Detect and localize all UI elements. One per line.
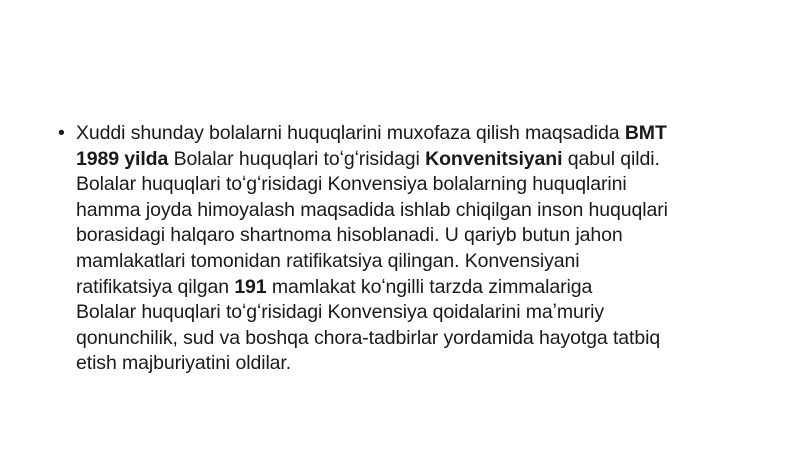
text-line xyxy=(76,147,748,173)
text-line xyxy=(76,172,748,198)
bold-text: BMT xyxy=(624,122,667,144)
text-line xyxy=(76,275,748,301)
paragraph-text xyxy=(76,121,748,377)
text-run: qabul qildi. xyxy=(562,147,660,170)
text-line xyxy=(76,326,748,352)
text-run: Bolalar huquqlari toʻgʻrisidagi Konvensiya qoidalarini maʼmuriy xyxy=(76,301,605,324)
bold-text: 191 xyxy=(234,275,267,298)
text-run: Bolalar huquqlari toʻgʻrisidagi Konvensiya bolalarning huquqlarini xyxy=(76,173,627,196)
text-run: mamlakatlari tomonidan ratifikatsiya qilingan. Konvensiyani xyxy=(76,249,580,272)
bold-text: Konvenitsiyani xyxy=(425,147,563,170)
text-run: borasidagi halqaro shartnoma hisoblanadi. U qariyb butun jahon xyxy=(76,224,623,247)
text-run: Xuddi shunday bolalarni huquqlarini muxofaza qilish maqsadida xyxy=(76,122,625,144)
text-line xyxy=(76,223,748,249)
text-line xyxy=(76,351,748,377)
text-line xyxy=(76,300,748,326)
text-run: Bolalar huquqlari toʻgʻrisidagi xyxy=(168,147,426,170)
text-line xyxy=(76,121,748,147)
text-run: qonunchilik, sud va boshqa chora-tadbirlar yordamida hayotga tatbiq xyxy=(76,326,661,349)
text-run: ratifikatsiya qilgan xyxy=(76,275,235,298)
bullet-icon: • xyxy=(58,122,65,144)
text-line xyxy=(76,198,748,224)
bold-text: 1989 yilda xyxy=(76,147,169,170)
text-run: mamlakat koʻngilli tarzda zimmalariga xyxy=(266,275,593,298)
text-run: etish majburiyatini oldilar. xyxy=(76,352,292,375)
text-line xyxy=(76,249,748,275)
text-run: hamma joyda himoyalash maqsadida ishlab chiqilgan inson huquqlari xyxy=(76,198,668,221)
bullet-paragraph xyxy=(58,121,748,377)
